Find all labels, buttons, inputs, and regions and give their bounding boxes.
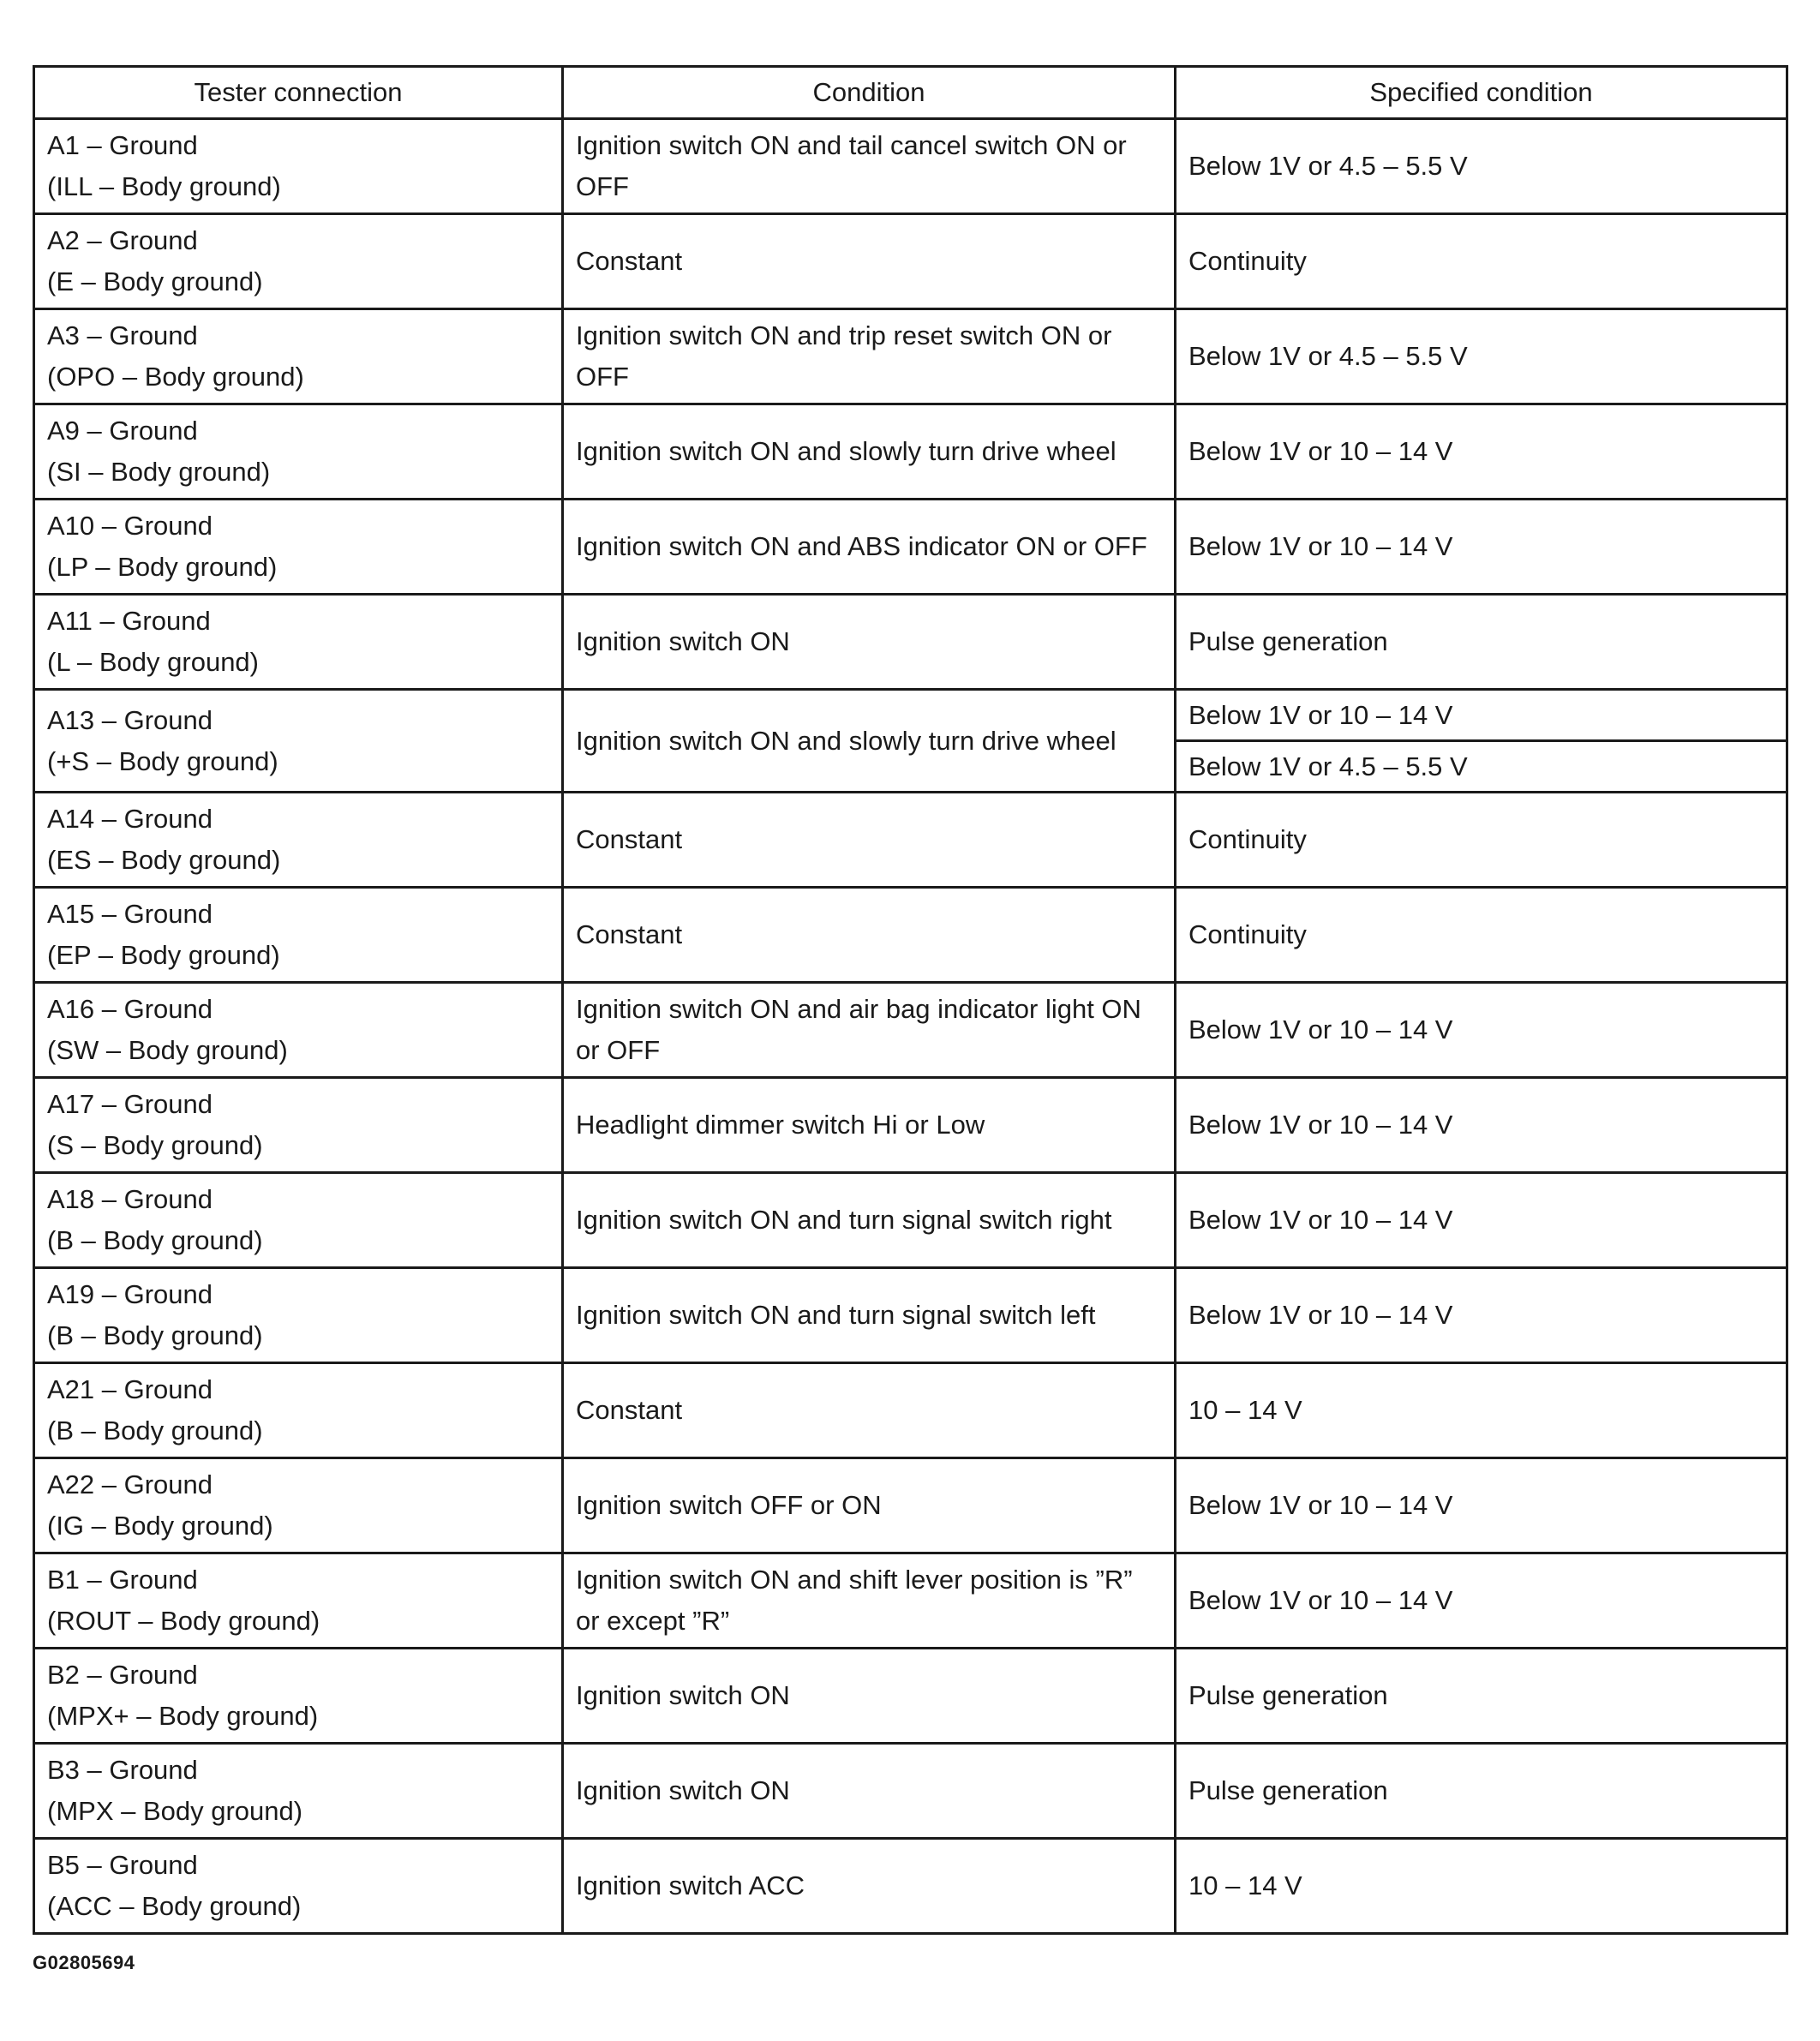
connection-line: B3 – Ground bbox=[47, 1755, 198, 1785]
cell-tester-connection bbox=[34, 309, 563, 404]
connection-line: A2 – Ground bbox=[47, 225, 198, 255]
cell-specified-condition: Below 1V or 10 – 14 V bbox=[1176, 1268, 1787, 1363]
cell-tester-connection bbox=[34, 214, 563, 309]
table-row bbox=[34, 1744, 1787, 1839]
header-row bbox=[34, 67, 1787, 119]
cell-condition: Ignition switch ON and turn signal switch right bbox=[563, 1173, 1176, 1268]
connection-line: (OPO – Body ground) bbox=[47, 362, 304, 392]
connection-line: (B – Body ground) bbox=[47, 1416, 263, 1445]
cell-tester-connection bbox=[34, 1649, 563, 1744]
cell-specified-condition: Continuity bbox=[1176, 793, 1787, 888]
connection-line: (ROUT – Body ground) bbox=[47, 1606, 320, 1636]
connection-line: (+S – Body ground) bbox=[47, 745, 278, 776]
cell-condition: Ignition switch ON and ABS indicator ON or OFF bbox=[563, 500, 1176, 595]
table-row bbox=[34, 1268, 1787, 1363]
table-row bbox=[34, 983, 1787, 1078]
connection-line: A22 – Ground bbox=[47, 1469, 213, 1499]
cell-specified-condition: Below 1V or 10 – 14 V bbox=[1176, 690, 1787, 741]
connection-line: B2 – Ground bbox=[47, 1660, 198, 1690]
connection-line: (SI – Body ground) bbox=[47, 457, 271, 487]
cell-tester-connection bbox=[34, 404, 563, 500]
cell-condition: Ignition switch ON and slowly turn drive wheel bbox=[563, 404, 1176, 500]
cell-tester-connection bbox=[34, 1839, 563, 1934]
table-row bbox=[34, 1078, 1787, 1173]
cell-specified-condition: Below 1V or 10 – 14 V bbox=[1176, 500, 1787, 595]
cell-specified-condition: Below 1V or 4.5 – 5.5 V bbox=[1176, 741, 1787, 793]
connection-line: (EP – Body ground) bbox=[47, 940, 280, 970]
connection-line: (SW – Body ground) bbox=[47, 1035, 288, 1065]
header-specified-condition: Specified condition bbox=[1176, 67, 1787, 119]
table-row bbox=[34, 1649, 1787, 1744]
cell-tester-connection bbox=[34, 1173, 563, 1268]
connection-line: B1 – Ground bbox=[47, 1565, 198, 1595]
connection-line: A19 – Ground bbox=[47, 1279, 213, 1309]
table-row bbox=[34, 119, 1787, 214]
cell-tester-connection bbox=[34, 500, 563, 595]
connection-line: (S – Body ground) bbox=[47, 1130, 263, 1160]
connection-line: A3 – Ground bbox=[47, 320, 198, 350]
cell-specified-condition: Continuity bbox=[1176, 888, 1787, 983]
connection-line: A15 – Ground bbox=[47, 899, 213, 929]
table-row bbox=[34, 1839, 1787, 1934]
connection-line: (ACC – Body ground) bbox=[47, 1891, 302, 1921]
cell-tester-connection bbox=[34, 1078, 563, 1173]
cell-specified-condition: Below 1V or 10 – 14 V bbox=[1176, 983, 1787, 1078]
cell-tester-connection bbox=[34, 119, 563, 214]
cell-specified-condition: Pulse generation bbox=[1176, 1649, 1787, 1744]
connection-line: A11 – Ground bbox=[47, 606, 211, 636]
connection-line: (MPX+ – Body ground) bbox=[47, 1701, 319, 1731]
connection-line: A10 – Ground bbox=[47, 511, 213, 541]
cell-tester-connection bbox=[34, 1744, 563, 1839]
connection-line: A17 – Ground bbox=[47, 1089, 213, 1119]
connection-line: (MPX – Body ground) bbox=[47, 1796, 303, 1826]
table-row bbox=[34, 690, 1787, 741]
cell-condition: Constant bbox=[563, 793, 1176, 888]
cell-condition: Ignition switch ON and turn signal switch left bbox=[563, 1268, 1176, 1363]
cell-condition: Ignition switch ON and tail cancel switch ON or OFF bbox=[563, 119, 1176, 214]
table-row bbox=[34, 1458, 1787, 1553]
table-row bbox=[34, 1363, 1787, 1458]
cell-specified-condition: Pulse generation bbox=[1176, 1744, 1787, 1839]
cell-condition: Constant bbox=[563, 214, 1176, 309]
cell-condition: Constant bbox=[563, 1363, 1176, 1458]
spec-table bbox=[33, 65, 1788, 1935]
cell-tester-connection bbox=[34, 888, 563, 983]
cell-condition: Ignition switch ON and air bag indicator light ON or OFF bbox=[563, 983, 1176, 1078]
connection-line: A16 – Ground bbox=[47, 994, 213, 1024]
connection-line: (IG – Body ground) bbox=[47, 1511, 273, 1541]
table-row bbox=[34, 404, 1787, 500]
cell-specified-condition: Continuity bbox=[1176, 214, 1787, 309]
header-tester-connection: Tester connection bbox=[34, 67, 563, 119]
connection-line: B5 – Ground bbox=[47, 1850, 198, 1880]
cell-condition: Ignition switch ON bbox=[563, 595, 1176, 690]
connection-line: (LP – Body ground) bbox=[47, 552, 278, 582]
table-body bbox=[34, 119, 1787, 1934]
table-row bbox=[34, 888, 1787, 983]
connection-line: A14 – Ground bbox=[47, 804, 213, 834]
cell-specified-condition: Below 1V or 4.5 – 5.5 V bbox=[1176, 309, 1787, 404]
cell-tester-connection bbox=[34, 1363, 563, 1458]
cell-specified-condition: Below 1V or 10 – 14 V bbox=[1176, 1173, 1787, 1268]
cell-specified-condition: 10 – 14 V bbox=[1176, 1839, 1787, 1934]
cell-tester-connection bbox=[34, 690, 563, 793]
cell-specified-condition: Pulse generation bbox=[1176, 595, 1787, 690]
cell-condition: Ignition switch ON and slowly turn drive wheel bbox=[563, 690, 1176, 793]
table-row bbox=[34, 793, 1787, 888]
connection-line: (E – Body ground) bbox=[47, 266, 263, 296]
cell-condition: Ignition switch ACC bbox=[563, 1839, 1176, 1934]
connection-line: (ILL – Body ground) bbox=[47, 171, 281, 201]
cell-condition: Ignition switch ON and shift lever position is ”R” or except ”R” bbox=[563, 1553, 1176, 1649]
cell-condition: Ignition switch ON and trip reset switch ON or OFF bbox=[563, 309, 1176, 404]
cell-tester-connection bbox=[34, 1458, 563, 1553]
cell-tester-connection bbox=[34, 983, 563, 1078]
connection-line: A21 – Ground bbox=[47, 1374, 213, 1404]
cell-specified-condition: Below 1V or 10 – 14 V bbox=[1176, 1458, 1787, 1553]
cell-specified-condition: 10 – 14 V bbox=[1176, 1363, 1787, 1458]
cell-specified-condition: Below 1V or 10 – 14 V bbox=[1176, 1078, 1787, 1173]
table-row bbox=[34, 595, 1787, 690]
cell-condition: Headlight dimmer switch Hi or Low bbox=[563, 1078, 1176, 1173]
cell-specified-condition: Below 1V or 10 – 14 V bbox=[1176, 404, 1787, 500]
cell-condition: Constant bbox=[563, 888, 1176, 983]
connection-line: (ES – Body ground) bbox=[47, 845, 281, 875]
connection-line: (L – Body ground) bbox=[47, 647, 260, 677]
cell-tester-connection bbox=[34, 1553, 563, 1649]
table-row bbox=[34, 500, 1787, 595]
cell-condition: Ignition switch ON bbox=[563, 1744, 1176, 1839]
header-condition: Condition bbox=[563, 67, 1176, 119]
table-row bbox=[34, 1173, 1787, 1268]
cell-condition: Ignition switch OFF or ON bbox=[563, 1458, 1176, 1553]
cell-tester-connection bbox=[34, 1268, 563, 1363]
table-row bbox=[34, 1553, 1787, 1649]
connection-line: A9 – Ground bbox=[47, 416, 198, 446]
table-row bbox=[34, 309, 1787, 404]
cell-specified-condition: Below 1V or 10 – 14 V bbox=[1176, 1553, 1787, 1649]
connection-line: (B – Body ground) bbox=[47, 1320, 263, 1350]
cell-condition: Ignition switch ON bbox=[563, 1649, 1176, 1744]
connection-line: A13 – Ground bbox=[47, 704, 213, 735]
connection-line: (B – Body ground) bbox=[47, 1225, 263, 1255]
connection-line: A18 – Ground bbox=[47, 1184, 213, 1214]
cell-tester-connection bbox=[34, 595, 563, 690]
figure-id: G02805694 bbox=[33, 1952, 135, 1973]
connection-line: A1 – Ground bbox=[47, 130, 198, 160]
cell-specified-condition: Below 1V or 4.5 – 5.5 V bbox=[1176, 119, 1787, 214]
cell-tester-connection bbox=[34, 793, 563, 888]
table-row bbox=[34, 214, 1787, 309]
